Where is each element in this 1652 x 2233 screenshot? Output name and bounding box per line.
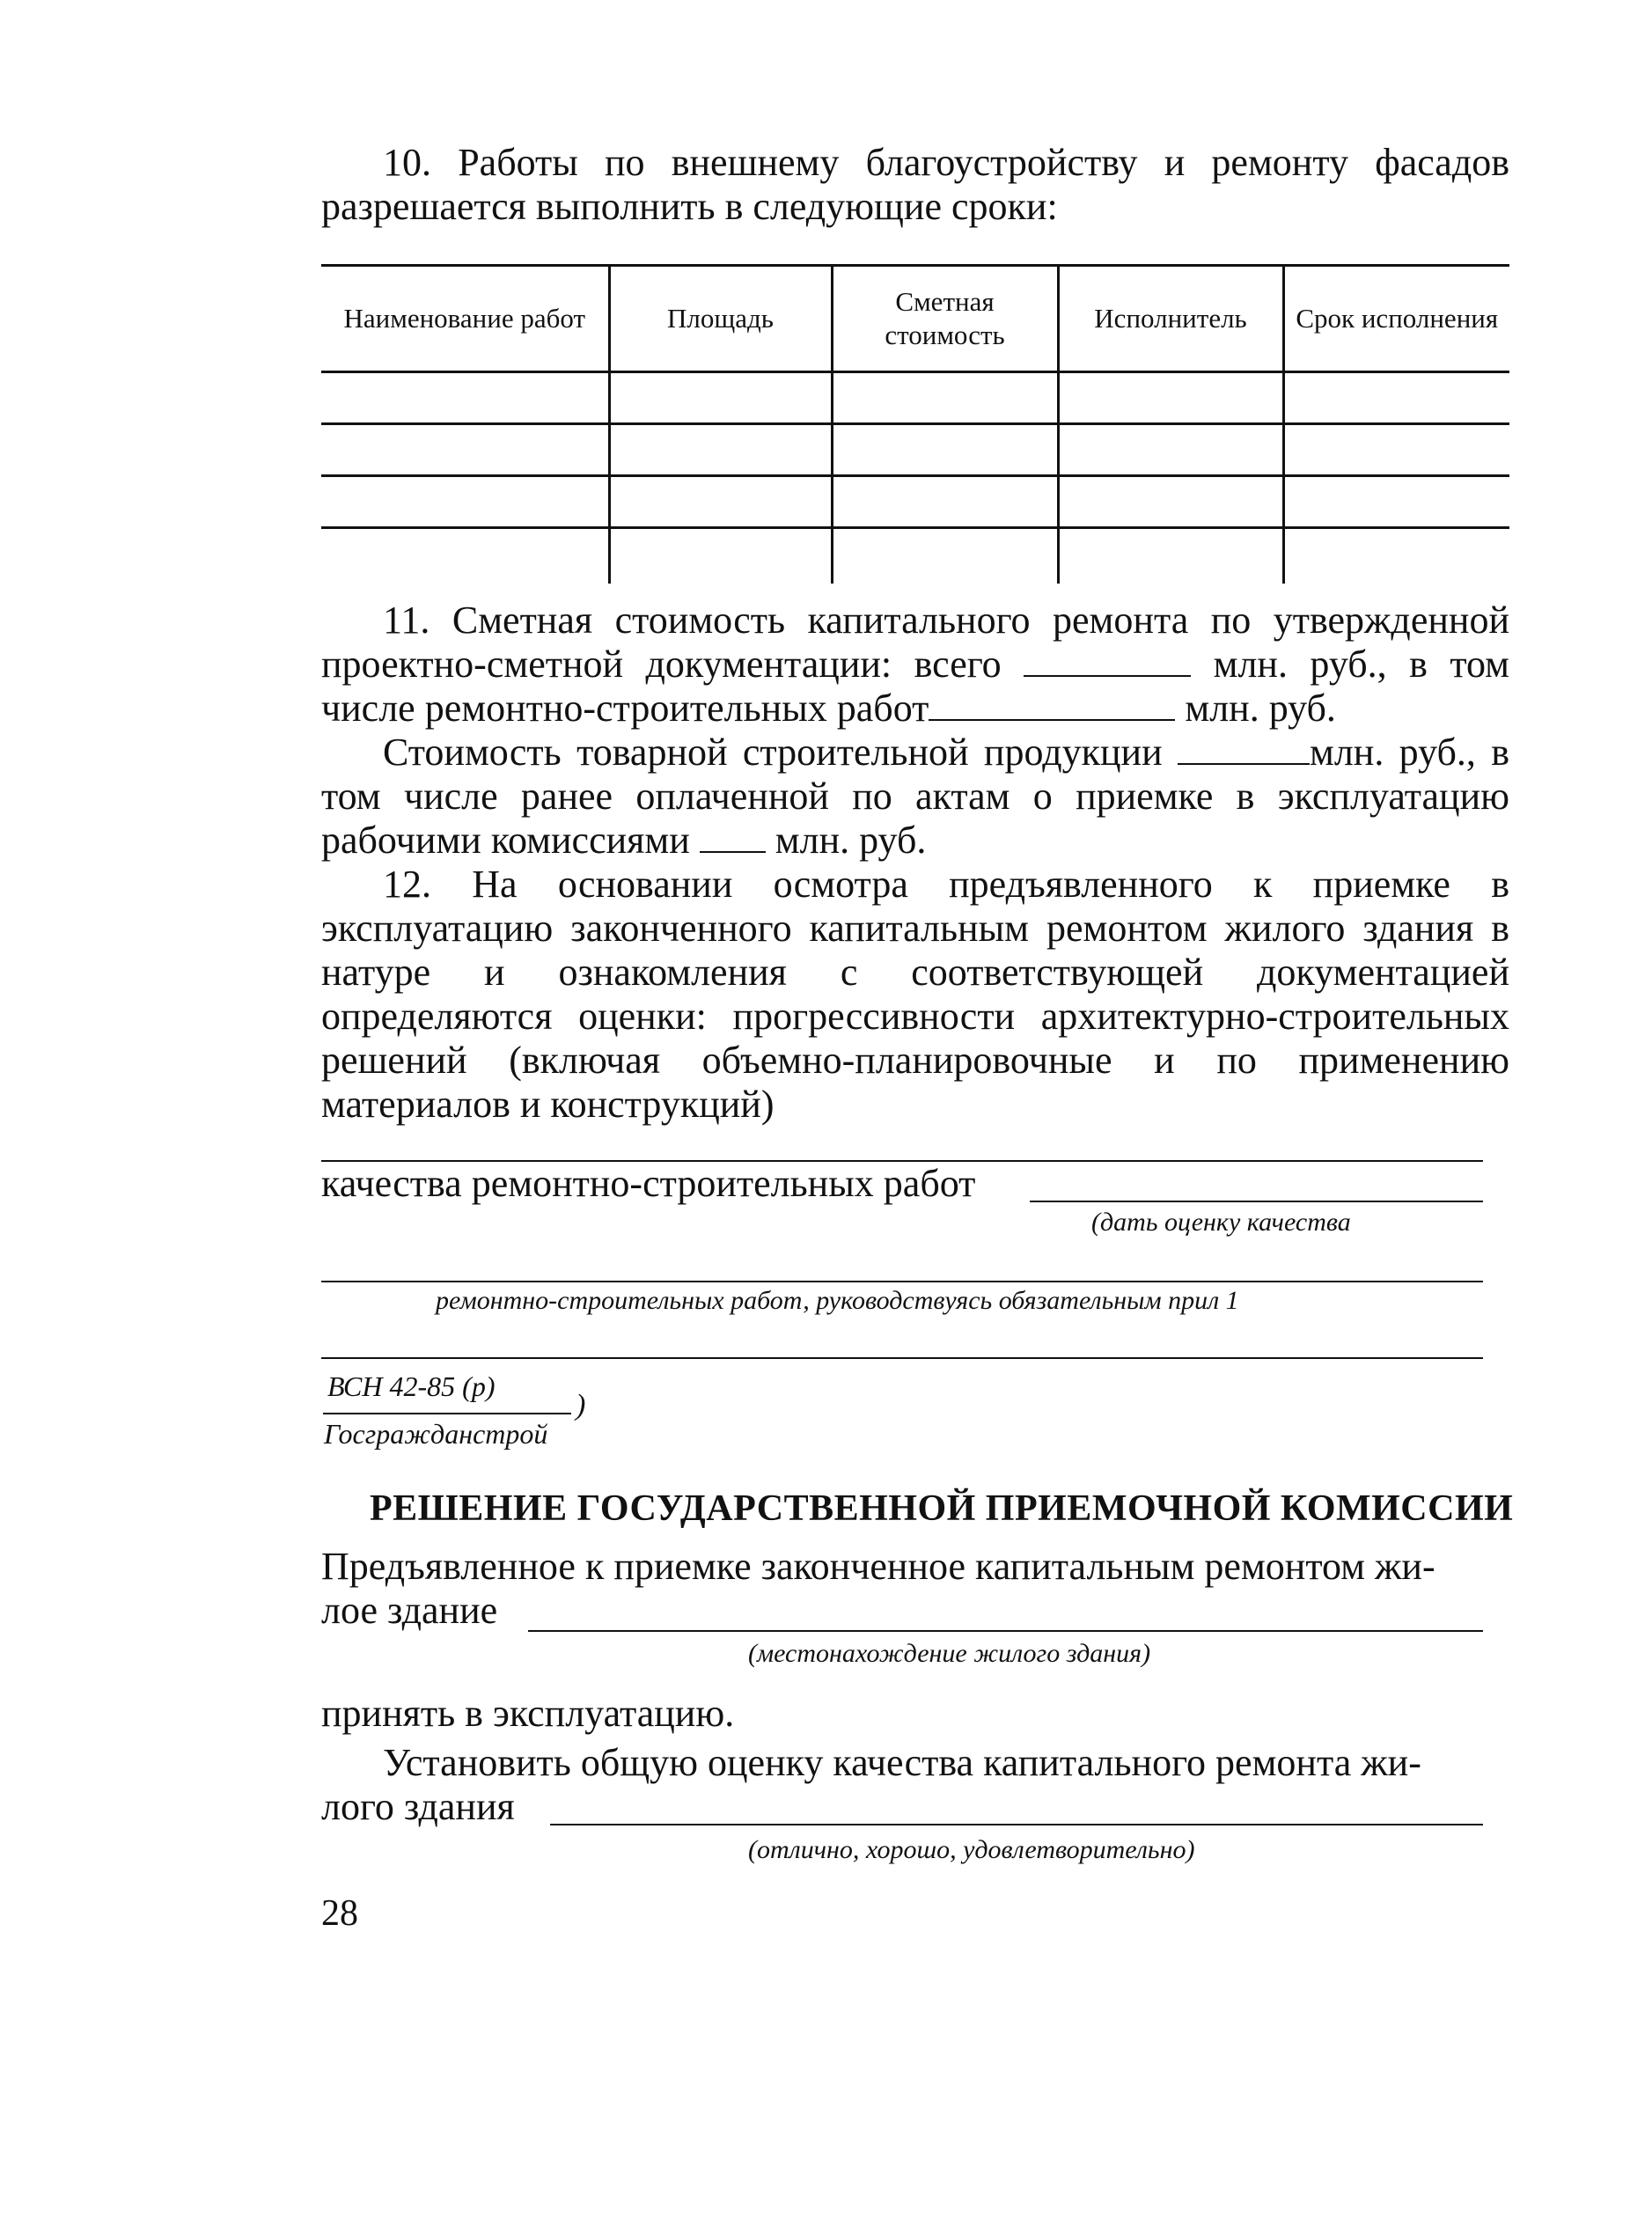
table-cell[interactable] [1283, 528, 1509, 584]
col-header-area: Площадь [609, 266, 832, 372]
decision-line-2 [321, 1589, 1509, 1633]
quality-row [321, 1162, 1509, 1206]
table-row [321, 476, 1509, 528]
quality-caption-2: ремонтно-строительных работ, руководствуясь обязательным прил 1 [436, 1286, 1239, 1315]
product-cost-blank[interactable] [1178, 733, 1310, 765]
table-cell[interactable] [1058, 424, 1283, 476]
table-cell[interactable] [1283, 424, 1509, 476]
col-header-deadline: Срок исполнения [1283, 266, 1509, 372]
table-cell[interactable] [832, 528, 1058, 584]
location-blank-line[interactable] [528, 1630, 1483, 1632]
section-12-body: 12. На основании осмотра предъявленного к приемке в эксплуатацию законченного капитальным ремонтом жилого здания в натуре и ознакомления с соответствующей документацией определяются оценки: прогрессивности архитектурно-строительных решений (включая объемно-планировочные и по применению материалов и конструкций) [321, 863, 1509, 1126]
location-caption: (местонахождение жилого здания) [748, 1639, 1151, 1668]
accept-text [321, 1692, 1509, 1736]
col-header-name: Наименование работ [321, 266, 609, 372]
table-cell[interactable] [832, 476, 1058, 528]
reference-authority: Госгражданстрой [324, 1418, 548, 1450]
section-10 [321, 141, 1509, 229]
page-number: 28 [321, 1893, 358, 1934]
quality-blank-line[interactable] [1030, 1201, 1483, 1202]
accept-text-value: принять в эксплуатацию. [321, 1692, 735, 1735]
table-cell[interactable] [1283, 476, 1509, 528]
total-cost-blank[interactable] [1024, 645, 1191, 677]
section-11 [321, 599, 1509, 863]
rating-line-1-text: Установить общую оценку качества капитального ремонта жи- [383, 1741, 1421, 1784]
section-11-cost [321, 599, 1509, 731]
decision-heading: РЕШЕНИЕ ГОСУДАРСТВЕННОЙ ПРИЕМОЧНОЙ КОМИССИИ [370, 1488, 1514, 1529]
section-11-text-f: млн. руб. [775, 819, 927, 862]
table-row [321, 372, 1509, 424]
rating-blank-line[interactable] [550, 1824, 1483, 1825]
table-cell[interactable] [321, 476, 609, 528]
rating-row [321, 1741, 1509, 1829]
reference-code: ВСН 42-85 (р) [327, 1370, 496, 1402]
accept-row [321, 1692, 1509, 1736]
section-10-body: 10. Работы по внешнему благоустройству и ремонту фасадов разрешается выполнить в следующие сроки: [321, 141, 1509, 228]
col-header-executor: Исполнитель [1058, 266, 1283, 372]
table-cell[interactable] [609, 528, 832, 584]
section-12-text [321, 863, 1509, 1127]
table-cell[interactable] [609, 372, 832, 424]
col-header-cost: Сметная стоимость [832, 266, 1058, 372]
decision-line-1-text: Предъявленное к приемке законченное капитальным ремонтом жи- [321, 1545, 1435, 1588]
section-11-text-c: млн. руб. [1185, 687, 1336, 730]
commission-paid-blank[interactable] [700, 821, 766, 853]
quality-label [321, 1162, 1509, 1206]
table-cell[interactable] [832, 372, 1058, 424]
table-cell[interactable] [1283, 372, 1509, 424]
table-cell[interactable] [609, 476, 832, 528]
section-11-text-b: млн. руб., в том числе ремонтно-строительных работ [321, 643, 1510, 730]
decision-line-1 [321, 1545, 1509, 1589]
section-11-product-cost [321, 731, 1509, 863]
table-cell[interactable] [832, 424, 1058, 476]
quality-label-text: качества ремонтно-строительных работ [321, 1162, 976, 1205]
rating-line-1 [321, 1741, 1509, 1785]
table-cell[interactable] [1058, 476, 1283, 528]
decision-line-2-text: лое здание [321, 1589, 498, 1632]
table-header-row [321, 266, 1509, 372]
rating-line-2-text: лого здания [321, 1785, 515, 1828]
rating-line-2 [321, 1785, 1509, 1829]
table-cell[interactable] [1058, 372, 1283, 424]
section-11-text-d: Стоимость товарной строительной продукции [383, 731, 1163, 774]
section-11-text-a: 11. Сметная стоимость капитального ремонта по утвержденной проектно-сметной документации: всего [321, 599, 1509, 686]
works-table [321, 264, 1509, 584]
table-cell[interactable] [321, 424, 609, 476]
section-10-text [321, 141, 1509, 229]
quality-caption: (дать оценку качества [1091, 1208, 1351, 1237]
repair-works-cost-blank[interactable] [929, 689, 1175, 721]
rating-caption: (отлично, хорошо, удовлетворительно) [748, 1835, 1195, 1864]
quality-blank-line-3[interactable] [321, 1357, 1483, 1359]
reference-fraction-bar [323, 1413, 571, 1414]
section-11-text-e: млн. руб., в том числе ранее оплаченной по актам о приемке в эксплуатацию рабочими комиссиями [321, 731, 1510, 862]
table-cell[interactable] [321, 372, 609, 424]
decision-location [321, 1545, 1509, 1633]
table-cell[interactable] [609, 424, 832, 476]
quality-blank-line-2[interactable] [321, 1281, 1483, 1282]
table-row [321, 528, 1509, 584]
table-cell[interactable] [321, 528, 609, 584]
table-row [321, 424, 1509, 476]
reference-paren: ) [576, 1389, 586, 1421]
section-12 [321, 863, 1509, 1127]
table-cell[interactable] [1058, 528, 1283, 584]
